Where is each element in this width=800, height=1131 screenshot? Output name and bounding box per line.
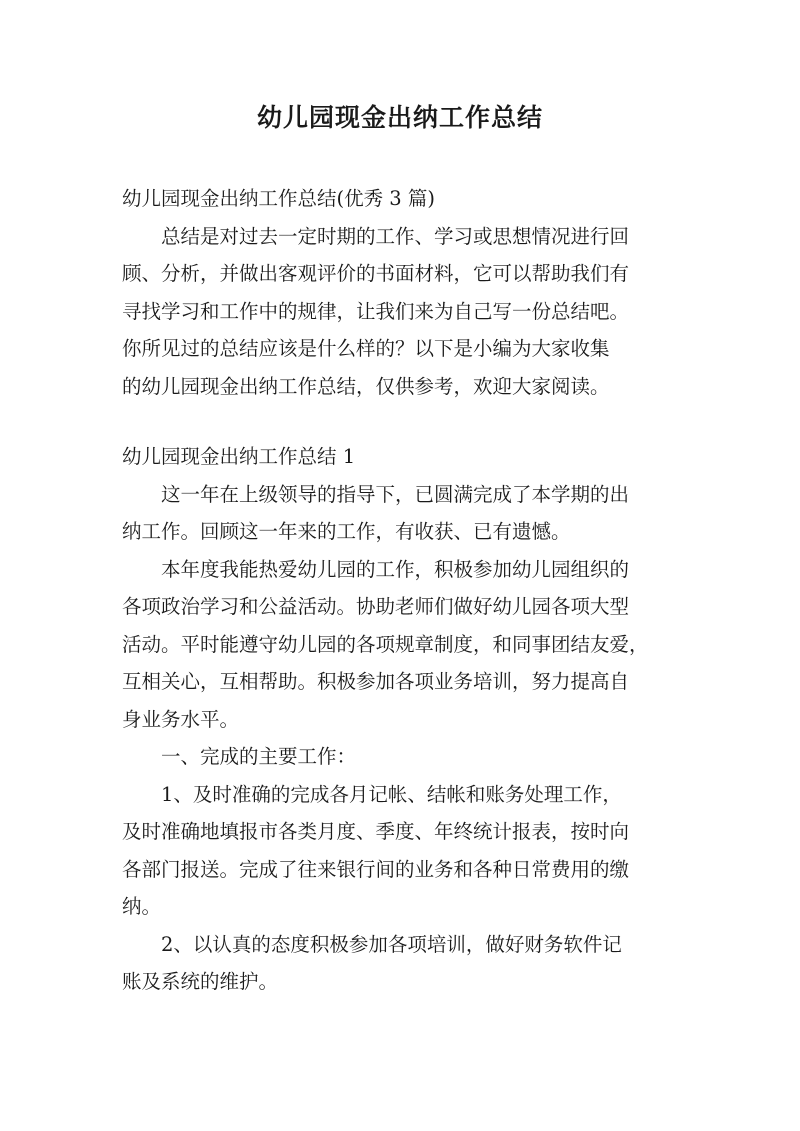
paragraph-line: 顾、分析，并做出客观评价的书面材料，它可以帮助我们有	[122, 262, 630, 285]
paragraph-line: 一、完成的主要工作：	[161, 745, 357, 768]
paragraph-line: 总结是对过去一定时期的工作、学习或思想情况进行回	[161, 224, 630, 248]
section-heading: 幼儿园现金出纳工作总结 1	[122, 445, 356, 468]
paragraph-line: 账及系统的维护。	[122, 970, 279, 993]
paragraph-1	[122, 476, 692, 551]
intro-paragraph	[122, 218, 692, 406]
paragraph-line: 1、及时准确的完成各月记帐、结帐和账务处理工作，	[161, 782, 622, 806]
section-gap	[122, 405, 692, 438]
paragraph-2	[122, 551, 692, 739]
paragraph-line: 的幼儿园现金出纳工作总结，仅供参考，欢迎大家阅读。	[122, 374, 610, 398]
paragraph-line: 活动。平时能遵守幼儿园的各项规章制度，和同事团结友爱，	[122, 632, 649, 656]
paragraph-line: 这一年在上级领导的指导下，已圆满完成了本学期的出	[161, 482, 630, 506]
paragraph-5	[122, 926, 692, 1001]
paragraph-line: 各项政治学习和公益活动。协助老师们做好幼儿园各项大型	[122, 595, 630, 618]
paragraph-line: 互相关心，互相帮助。积极参加各项业务培训，努力提高自	[122, 670, 630, 693]
paragraph-line: 本年度我能热爱幼儿园的工作，积极参加幼儿园组织的	[161, 557, 630, 581]
paragraph-4	[122, 776, 692, 926]
document-body	[122, 180, 692, 1001]
paragraph-line: 寻找学习和工作中的规律，让我们来为自己写一份总结吧。	[122, 299, 630, 323]
paragraph-3	[122, 738, 692, 776]
paragraph-line: 纳。	[122, 895, 162, 918]
document-title: 幼儿园现金出纳工作总结	[256, 103, 543, 132]
document-subtitle: 幼儿园现金出纳工作总结(优秀 3 篇)	[122, 187, 436, 210]
paragraph-line: 身业务水平。	[122, 707, 240, 731]
paragraph-line: 及时准确地填报市各类月度、季度、年终统计报表，按时向	[122, 820, 630, 843]
paragraph-line: 各部门报送。完成了往来银行间的业务和各种日常费用的缴	[122, 857, 630, 881]
paragraph-line: 2、以认真的态度积极参加各项培训，做好财务软件记	[161, 932, 622, 956]
paragraph-line: 你所见过的总结应该是什么样的？以下是小编为大家收集	[122, 337, 610, 360]
paragraph-line: 纳工作。回顾这一年来的工作，有收获、已有遗憾。	[122, 520, 571, 543]
